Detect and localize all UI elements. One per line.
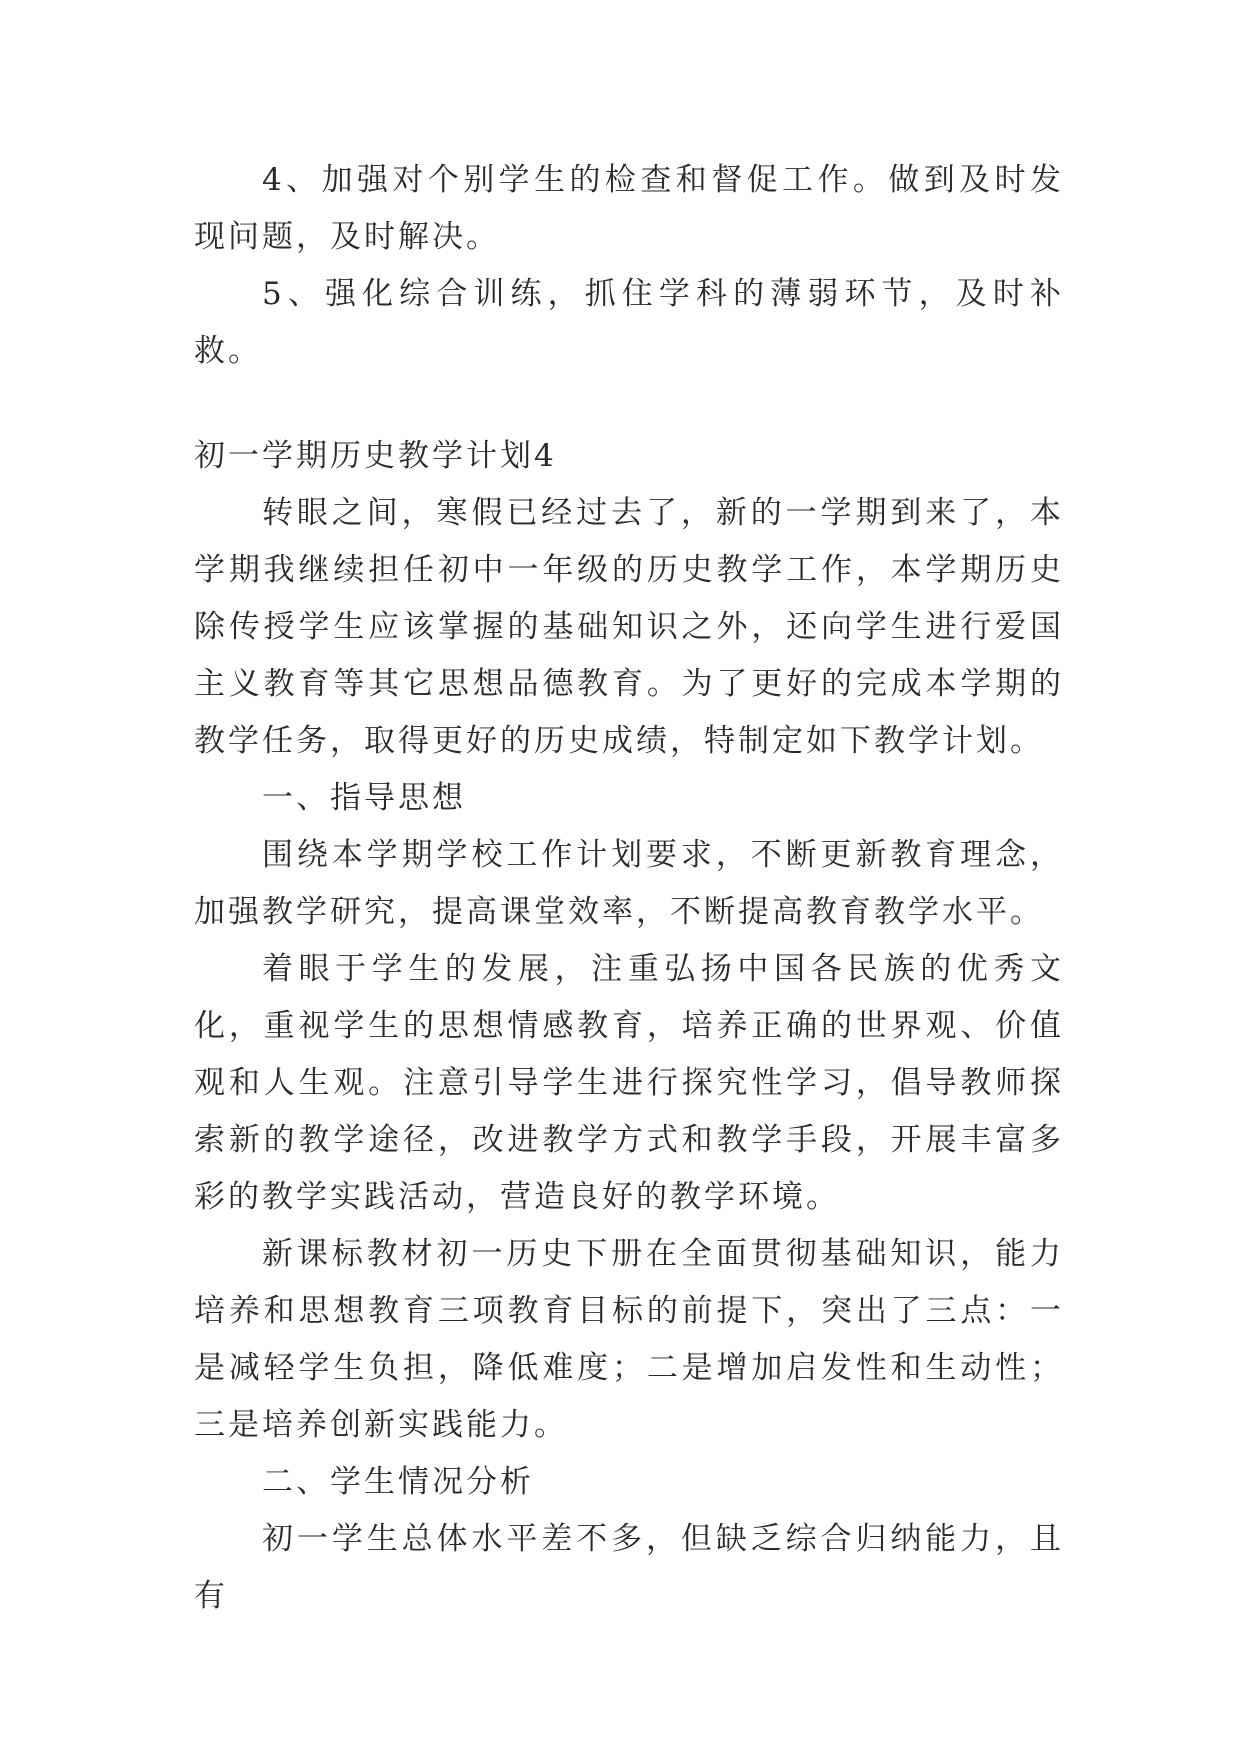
heading-student-analysis: 二、学生情况分析 — [262, 1464, 534, 1500]
paragraph-item-5: 5、强化综合训练，抓住学科的薄弱环节，及时补救。 — [194, 276, 1064, 369]
paragraph-student-analysis: 初一学生总体水平差不多，但缺乏综合归纳能力，且有 — [194, 1521, 1064, 1614]
paragraph-guiding-1: 围绕本学期学校工作计划要求，不断更新教育理念，加强教学研究，提高课堂效率，不断提高教育教学水平。 — [194, 837, 1064, 930]
paragraph-item-4: 4、加强对个别学生的检查和督促工作。做到及时发现问题，及时解决。 — [194, 162, 1064, 255]
heading-guiding-thought: 一、指导思想 — [262, 780, 466, 816]
document-body — [194, 152, 1064, 1625]
section-title: 初一学期历史教学计划4 — [194, 438, 557, 474]
intro-paragraph: 转眼之间，寒假已经过去了，新的一学期到来了，本学期我继续担任初中一年级的历史教学工作，本学期历史除传授学生应该掌握的基础知识之外，还向学生进行爱国主义教育等其它思想品德教育。为了更好的完成本学期的教学任务，取得更好的历史成绩，特制定如下教学计划。 — [194, 495, 1064, 759]
paragraph-textbook: 新课标教材初一历史下册在全面贯彻基础知识，能力培养和思想教育三项教育目标的前提下，突出了三点：一是减轻学生负担，降低难度；二是增加启发性和生动性；三是培养创新实践能力。 — [194, 1236, 1064, 1443]
paragraph-guiding-2: 着眼于学生的发展，注重弘扬中国各民族的优秀文化，重视学生的思想情感教育，培养正确的世界观、价值观和人生观。注意引导学生进行探究性学习，倡导教师探索新的教学途径，改进教学方式和教学手段，开展丰富多彩的教学实践活动，营造良好的教学环境。 — [194, 951, 1064, 1215]
